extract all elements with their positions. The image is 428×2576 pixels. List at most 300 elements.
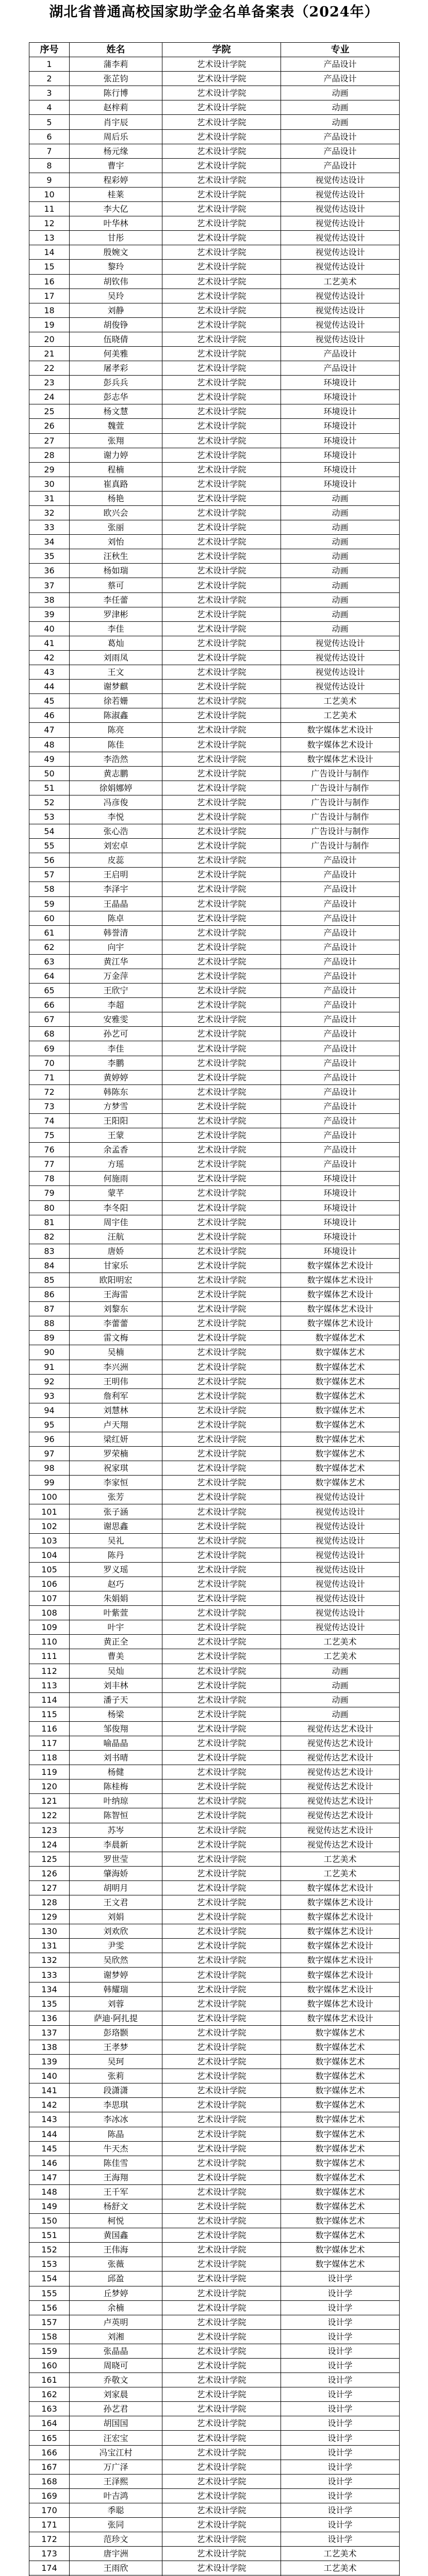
- table-row: [29, 2359, 400, 2373]
- cell-major: 视觉传达设计: [281, 289, 400, 303]
- cell-major: 数字媒体艺术: [281, 2170, 400, 2184]
- cell-index: 130: [29, 1924, 70, 1939]
- table-row: [29, 1417, 400, 1432]
- cell-index: 155: [29, 2286, 70, 2300]
- cell-index: 55: [29, 839, 70, 853]
- table-row: [29, 57, 400, 72]
- cell-college: 艺术设计学院: [162, 1084, 281, 1099]
- cell-college: 艺术设计学院: [162, 187, 281, 201]
- cell-major: 动画: [281, 578, 400, 592]
- cell-college: 艺术设计学院: [162, 1794, 281, 1808]
- table-row: [29, 2025, 400, 2040]
- cell-index: 57: [29, 868, 70, 882]
- cell-college: 艺术设计学院: [162, 1939, 281, 1953]
- cell-index: 154: [29, 2272, 70, 2286]
- cell-index: 169: [29, 2488, 70, 2503]
- table-row: [29, 2011, 400, 2025]
- cell-index: 139: [29, 2055, 70, 2069]
- cell-major: 数字媒体艺术: [281, 1331, 400, 1345]
- cell-major: 产品设计: [281, 853, 400, 868]
- cell-major: 数字媒体艺术: [281, 1374, 400, 1388]
- cell-major: 视觉传达设计: [281, 1562, 400, 1577]
- cell-major: 视觉传达设计: [281, 260, 400, 274]
- table-row: [29, 1461, 400, 1476]
- table-row: [29, 1447, 400, 1461]
- cell-major: 视觉传达设计: [281, 1620, 400, 1635]
- table-row: [29, 173, 400, 187]
- table-row: [29, 1374, 400, 1388]
- cell-college: 艺术设计学院: [162, 1664, 281, 1678]
- table-row: [29, 1780, 400, 1794]
- cell-index: 171: [29, 2518, 70, 2532]
- cell-index: 46: [29, 708, 70, 723]
- cell-name: 朱娟娟: [70, 1591, 162, 1606]
- cell-name: 孙艺可: [70, 1027, 162, 1041]
- cell-name: 黄国鑫: [70, 2228, 162, 2243]
- cell-name: 李冰冰: [70, 2112, 162, 2127]
- table-row: [29, 1157, 400, 1172]
- cell-major: 设计学: [281, 2518, 400, 2532]
- cell-index: 42: [29, 650, 70, 665]
- cell-index: 23: [29, 376, 70, 390]
- cell-index: 142: [29, 2098, 70, 2112]
- table-row: [29, 1287, 400, 1302]
- cell-name: 殷婉文: [70, 245, 162, 260]
- table-row: [29, 2257, 400, 2272]
- table-row: [29, 1056, 400, 1070]
- cell-index: 11: [29, 202, 70, 216]
- cell-name: 张同: [70, 2518, 162, 2532]
- cell-college: 艺术设计学院: [162, 578, 281, 592]
- table-row: [29, 2286, 400, 2300]
- table-row: [29, 346, 400, 361]
- cell-name: 唐娇: [70, 1244, 162, 1258]
- cell-index: 18: [29, 303, 70, 317]
- cell-major: 视觉传达设计: [281, 1490, 400, 1504]
- cell-index: 106: [29, 1577, 70, 1591]
- cell-name: 王晶晶: [70, 896, 162, 911]
- table-row: [29, 1808, 400, 1823]
- cell-index: 50: [29, 766, 70, 781]
- cell-college: 艺术设计学院: [162, 2112, 281, 2127]
- table-row: [29, 1707, 400, 1721]
- cell-name: 王明伟: [70, 1374, 162, 1388]
- table-row: [29, 1215, 400, 1229]
- cell-college: 艺术设计学院: [162, 781, 281, 795]
- cell-name: 喻晶晶: [70, 1736, 162, 1750]
- cell-college: 艺术设计学院: [162, 2083, 281, 2098]
- cell-name: 李泽宇: [70, 882, 162, 896]
- cell-name: 叶华林: [70, 216, 162, 231]
- cell-college: 艺术设计学院: [162, 2300, 281, 2315]
- cell-name: 蔡可: [70, 578, 162, 592]
- cell-index: 92: [29, 1374, 70, 1388]
- cell-college: 艺术设计学院: [162, 954, 281, 969]
- cell-name: 黄正全: [70, 1635, 162, 1649]
- table-row: [29, 1692, 400, 1707]
- cell-index: 41: [29, 636, 70, 650]
- cell-college: 艺术设计学院: [162, 2214, 281, 2228]
- cell-name: 叶纳琼: [70, 1794, 162, 1808]
- cell-college: 艺术设计学院: [162, 752, 281, 766]
- cell-name: 杨艳: [70, 491, 162, 505]
- cell-index: 5: [29, 115, 70, 129]
- cell-major: 环境设计: [281, 419, 400, 433]
- cell-index: 84: [29, 1258, 70, 1273]
- cell-major: 工艺美术: [281, 1852, 400, 1866]
- cell-major: 动画: [281, 1678, 400, 1692]
- cell-index: 87: [29, 1302, 70, 1316]
- cell-college: 艺术设计学院: [162, 173, 281, 187]
- cell-college: 艺术设计学院: [162, 477, 281, 491]
- table-row: [29, 390, 400, 404]
- cell-name: 罗义瑶: [70, 1562, 162, 1577]
- cell-college: 艺术设计学院: [162, 1823, 281, 1837]
- cell-index: 114: [29, 1692, 70, 1707]
- cell-college: 艺术设计学院: [162, 1924, 281, 1939]
- table-row: [29, 1360, 400, 1374]
- cell-index: 33: [29, 520, 70, 535]
- cell-name: 李家恒: [70, 1476, 162, 1490]
- cell-index: 166: [29, 2445, 70, 2460]
- cell-index: 40: [29, 621, 70, 636]
- table-row: [29, 72, 400, 86]
- cell-college: 艺术设计学院: [162, 1721, 281, 1736]
- cell-index: 10: [29, 187, 70, 201]
- cell-college: 艺术设计学院: [162, 1490, 281, 1504]
- cell-major: 设计学: [281, 2431, 400, 2445]
- cell-college: 艺术设计学院: [162, 1417, 281, 1432]
- cell-name: 张丽: [70, 520, 162, 535]
- cell-index: 103: [29, 1533, 70, 1548]
- table-row: [29, 1403, 400, 1417]
- table-row: [29, 549, 400, 564]
- table-row: [29, 1968, 400, 1982]
- cell-name: 陈行博: [70, 86, 162, 100]
- cell-college: 艺术设计学院: [162, 1186, 281, 1200]
- table-row: [29, 187, 400, 201]
- table-row: [29, 621, 400, 636]
- cell-index: 81: [29, 1215, 70, 1229]
- cell-name: 罗津彬: [70, 607, 162, 621]
- cell-college: 艺术设计学院: [162, 100, 281, 115]
- cell-name: 汪宏宝: [70, 2431, 162, 2445]
- cell-name: 潘子天: [70, 1692, 162, 1707]
- cell-index: 32: [29, 506, 70, 520]
- cell-college: 艺术设计学院: [162, 925, 281, 940]
- cell-major: 产品设计: [281, 144, 400, 158]
- cell-index: 109: [29, 1620, 70, 1635]
- cell-major: 产品设计: [281, 882, 400, 896]
- table-row: [29, 1273, 400, 1287]
- cell-major: 数字媒体艺术: [281, 1432, 400, 1447]
- cell-major: 数字媒体艺术设计: [281, 1273, 400, 1287]
- cell-college: 艺术设计学院: [162, 2518, 281, 2532]
- cell-college: 艺术设计学院: [162, 882, 281, 896]
- cell-major: 视觉传达设计: [281, 216, 400, 231]
- table-row: [29, 1953, 400, 1968]
- cell-college: 艺术设计学院: [162, 2547, 281, 2561]
- cell-college: 艺术设计学院: [162, 1113, 281, 1128]
- cell-name: 万广泽: [70, 2460, 162, 2474]
- table-row: [29, 1229, 400, 1244]
- cell-index: 156: [29, 2300, 70, 2315]
- table-row: [29, 2228, 400, 2243]
- cell-college: 艺术设计学院: [162, 144, 281, 158]
- cell-index: 65: [29, 984, 70, 998]
- cell-college: 艺术设计学院: [162, 607, 281, 621]
- cell-college: 艺术设计学院: [162, 2040, 281, 2054]
- cell-index: 19: [29, 317, 70, 332]
- table-row: [29, 868, 400, 882]
- cell-major: 环境设计: [281, 1200, 400, 1215]
- cell-name: 谢梦婷: [70, 1968, 162, 1982]
- cell-college: 艺术设计学院: [162, 2272, 281, 2286]
- table-row: [29, 535, 400, 549]
- cell-college: 艺术设计学院: [162, 1910, 281, 1924]
- cell-major: 动画: [281, 1707, 400, 1721]
- cell-college: 艺术设计学院: [162, 346, 281, 361]
- cell-major: 数字媒体艺术设计: [281, 1302, 400, 1316]
- cell-major: 数字媒体艺术: [281, 1447, 400, 1461]
- table-row: [29, 158, 400, 173]
- cell-major: 动画: [281, 621, 400, 636]
- cell-index: 34: [29, 535, 70, 549]
- table-row: [29, 1939, 400, 1953]
- cell-college: 艺术设计学院: [162, 2156, 281, 2170]
- cell-name: 陈智恒: [70, 1808, 162, 1823]
- cell-college: 艺术设计学院: [162, 274, 281, 289]
- header-index: 序号: [29, 43, 70, 57]
- cell-name: 张子涵: [70, 1504, 162, 1519]
- cell-name: 陈丹: [70, 1548, 162, 1562]
- cell-major: 动画: [281, 1664, 400, 1678]
- cell-index: 122: [29, 1808, 70, 1823]
- cell-college: 艺术设计学院: [162, 1953, 281, 1968]
- cell-major: 产品设计: [281, 1143, 400, 1157]
- cell-index: 53: [29, 809, 70, 824]
- table-row: [29, 2300, 400, 2315]
- cell-index: 51: [29, 781, 70, 795]
- table-row: [29, 1244, 400, 1258]
- cell-college: 艺术设计学院: [162, 1866, 281, 1880]
- cell-college: 艺术设计学院: [162, 2184, 281, 2199]
- cell-major: 数字媒体艺术: [281, 2112, 400, 2127]
- table-row: [29, 376, 400, 390]
- cell-major: 环境设计: [281, 1186, 400, 1200]
- table-row: [29, 404, 400, 419]
- table-row: [29, 882, 400, 896]
- cell-college: 艺术设计学院: [162, 1461, 281, 1476]
- cell-college: 艺术设计学院: [162, 2025, 281, 2040]
- cell-name: 杨梁: [70, 1707, 162, 1721]
- table-row: [29, 2083, 400, 2098]
- cell-name: 刘书晴: [70, 1751, 162, 1765]
- cell-major: 设计学: [281, 2532, 400, 2547]
- cell-index: 71: [29, 1070, 70, 1084]
- cell-name: 刘湘: [70, 2329, 162, 2344]
- table-row: [29, 911, 400, 925]
- cell-major: 数字媒体艺术设计: [281, 1953, 400, 1968]
- cell-index: 165: [29, 2431, 70, 2445]
- cell-name: 刘家晨: [70, 2387, 162, 2402]
- cell-major: 设计学: [281, 2272, 400, 2286]
- cell-name: 安雅雯: [70, 1012, 162, 1027]
- cell-index: 118: [29, 1751, 70, 1765]
- cell-index: 27: [29, 433, 70, 448]
- cell-name: 柯悦: [70, 2214, 162, 2228]
- table-row: [29, 1186, 400, 1200]
- cell-index: 29: [29, 462, 70, 477]
- cell-major: 视觉传达设计: [281, 332, 400, 346]
- cell-major: 视觉传达设计: [281, 1591, 400, 1606]
- table-row: [29, 1012, 400, 1027]
- cell-college: 艺术设计学院: [162, 1345, 281, 1360]
- cell-name: 余孟香: [70, 1143, 162, 1157]
- cell-name: 杨元缘: [70, 144, 162, 158]
- cell-major: 数字媒体艺术设计: [281, 737, 400, 752]
- cell-index: 4: [29, 100, 70, 115]
- table-row: [29, 998, 400, 1012]
- cell-major: 视觉传达设计: [281, 1519, 400, 1533]
- cell-college: 艺术设计学院: [162, 969, 281, 984]
- table-row: [29, 100, 400, 115]
- cell-major: 数字媒体艺术: [281, 2243, 400, 2257]
- cell-major: 工艺美术: [281, 274, 400, 289]
- table-row: [29, 1794, 400, 1808]
- cell-index: 69: [29, 1041, 70, 1056]
- table-row: [29, 592, 400, 607]
- cell-name: 胡俊铮: [70, 317, 162, 332]
- cell-college: 艺术设计学院: [162, 2127, 281, 2141]
- cell-college: 艺术设计学院: [162, 1880, 281, 1895]
- header-college: 学院: [162, 43, 281, 57]
- cell-name: 陈亮: [70, 723, 162, 737]
- cell-major: 动画: [281, 491, 400, 505]
- cell-college: 艺术设计学院: [162, 940, 281, 954]
- cell-index: 37: [29, 578, 70, 592]
- cell-college: 艺术设计学院: [162, 1070, 281, 1084]
- table-row: [29, 1678, 400, 1692]
- cell-major: 设计学: [281, 2402, 400, 2416]
- table-row: [29, 1562, 400, 1577]
- cell-college: 艺术设计学院: [162, 2460, 281, 2474]
- cell-major: 环境设计: [281, 433, 400, 448]
- cell-index: 67: [29, 1012, 70, 1027]
- table-row: [29, 1113, 400, 1128]
- cell-major: 数字媒体艺术设计: [281, 752, 400, 766]
- cell-name: 谢梦麒: [70, 680, 162, 694]
- cell-major: 动画: [281, 535, 400, 549]
- cell-college: 艺术设计学院: [162, 2402, 281, 2416]
- table-row: [29, 2431, 400, 2445]
- table-row: [29, 2532, 400, 2547]
- cell-index: 88: [29, 1316, 70, 1331]
- cell-college: 艺术设计学院: [162, 2199, 281, 2213]
- cell-major: 广告设计与制作: [281, 824, 400, 839]
- cell-name: 李晨新: [70, 1837, 162, 1852]
- table-row: [29, 1880, 400, 1895]
- table-row: [29, 1649, 400, 1664]
- cell-major: 动画: [281, 86, 400, 100]
- cell-name: 尹雯: [70, 1939, 162, 1953]
- cell-name: 黎玲: [70, 260, 162, 274]
- cell-major: 数字媒体艺术: [281, 1388, 400, 1403]
- cell-college: 艺术设计学院: [162, 404, 281, 419]
- cell-college: 艺术设计学院: [162, 2170, 281, 2184]
- cell-major: 视觉传达设计: [281, 202, 400, 216]
- cell-index: 13: [29, 231, 70, 245]
- cell-name: 李大亿: [70, 202, 162, 216]
- cell-college: 艺术设计学院: [162, 2069, 281, 2083]
- cell-college: 艺术设计学院: [162, 680, 281, 694]
- table-row: [29, 2402, 400, 2416]
- table-row: [29, 752, 400, 766]
- cell-name: 邱盈: [70, 2272, 162, 2286]
- cell-college: 艺术设计学院: [162, 462, 281, 477]
- cell-index: 91: [29, 1360, 70, 1374]
- cell-index: 64: [29, 969, 70, 984]
- cell-college: 艺术设计学院: [162, 2141, 281, 2156]
- cell-major: 视觉传达设计: [281, 665, 400, 680]
- cell-college: 艺术设计学院: [162, 1388, 281, 1403]
- cell-index: 49: [29, 752, 70, 766]
- cell-college: 艺术设计学院: [162, 1374, 281, 1388]
- table-row: [29, 2127, 400, 2141]
- cell-name: 王文: [70, 665, 162, 680]
- cell-name: 向宇: [70, 940, 162, 954]
- cell-index: 25: [29, 404, 70, 419]
- cell-college: 艺术设计学院: [162, 2228, 281, 2243]
- cell-major: 工艺美术: [281, 2547, 400, 2561]
- cell-name: 韩誉清: [70, 925, 162, 940]
- cell-college: 艺术设计学院: [162, 2359, 281, 2373]
- cell-index: 137: [29, 2025, 70, 2040]
- table-row: [29, 636, 400, 650]
- cell-college: 艺术设计学院: [162, 1533, 281, 1548]
- cell-name: 叶紫萱: [70, 1606, 162, 1620]
- cell-major: 数字媒体艺术设计: [281, 1880, 400, 1895]
- cell-major: 视觉传达设计: [281, 1606, 400, 1620]
- table-row: [29, 1533, 400, 1548]
- cell-college: 艺术设计学院: [162, 2315, 281, 2329]
- cell-major: 设计学: [281, 2503, 400, 2517]
- cell-major: 视觉传达艺术设计: [281, 1823, 400, 1837]
- cell-name: 詹利军: [70, 1388, 162, 1403]
- table-row: [29, 1302, 400, 1316]
- table-row: [29, 1635, 400, 1649]
- cell-college: 艺术设计学院: [162, 621, 281, 636]
- cell-index: 58: [29, 882, 70, 896]
- cell-major: 设计学: [281, 2416, 400, 2431]
- cell-major: 动画: [281, 115, 400, 129]
- cell-name: 彭志华: [70, 390, 162, 404]
- cell-college: 艺术设计学院: [162, 1780, 281, 1794]
- table-row: [29, 1084, 400, 1099]
- cell-index: 59: [29, 896, 70, 911]
- table-row: [29, 1765, 400, 1780]
- cell-major: 产品设计: [281, 998, 400, 1012]
- cell-college: 艺术设计学院: [162, 1895, 281, 1910]
- table-row: [29, 1996, 400, 2011]
- cell-name: 余楠: [70, 2300, 162, 2315]
- cell-college: 艺术设计学院: [162, 361, 281, 376]
- cell-name: 陈佳: [70, 737, 162, 752]
- cell-index: 101: [29, 1504, 70, 1519]
- cell-major: 数字媒体艺术: [281, 1461, 400, 1476]
- cell-index: 54: [29, 824, 70, 839]
- cell-name: 李兴洲: [70, 1360, 162, 1374]
